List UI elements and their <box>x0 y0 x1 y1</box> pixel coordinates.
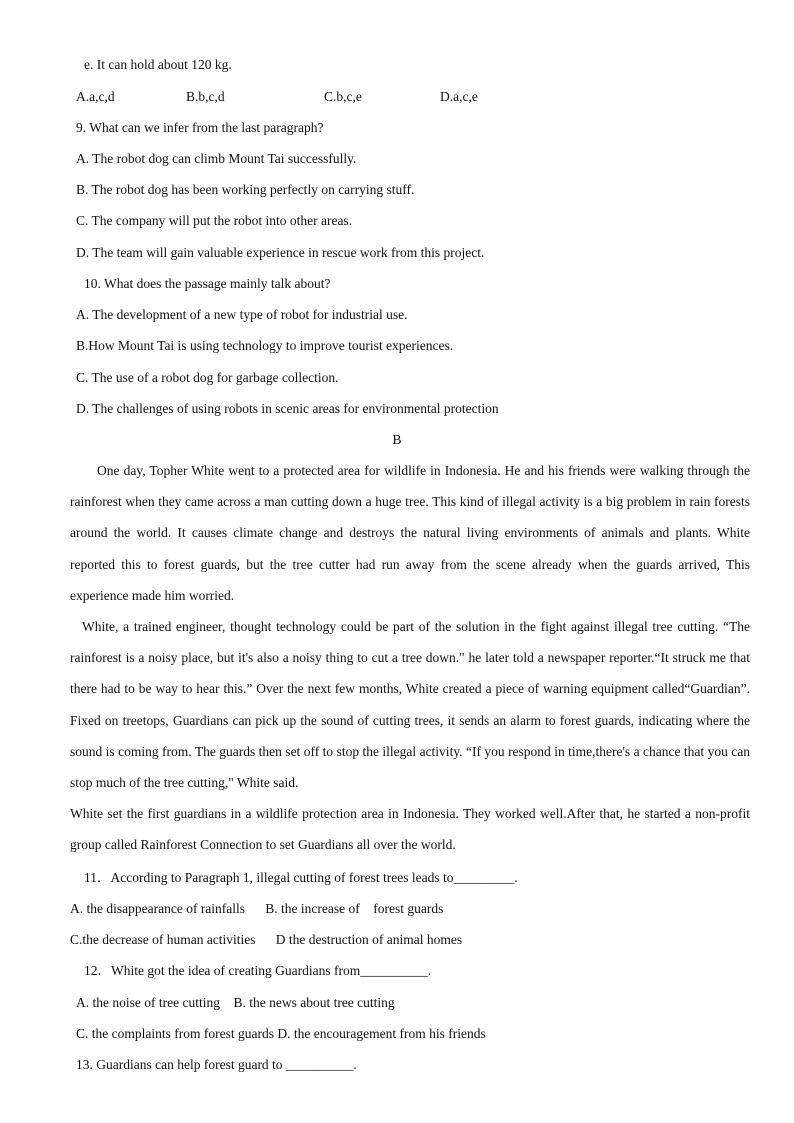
q9-option-d: D. The team will gain valuable experience in rescue work from this project. <box>76 245 485 260</box>
q10-option-d: D. The challenges of using robots in scenic areas for environmental protection <box>76 401 499 416</box>
q10-option-a: A. The development of a new type of robot for industrial use. <box>76 307 408 322</box>
q13-question: 13. Guardians can help forest guard to __________. <box>76 1057 357 1072</box>
q10-question: 10. What does the passage mainly talk about? <box>84 276 331 291</box>
section-b-heading: B <box>392 432 402 447</box>
q8-answer-c: C.b,c,e <box>324 89 362 104</box>
q12-options-row-1: A. the noise of tree cutting B. the news about tree cutting <box>76 995 395 1010</box>
q8-answer-b: B.b,c,d <box>186 89 225 104</box>
q9-option-b: B. The robot dog has been working perfectly on carrying stuff. <box>76 182 415 197</box>
q9-option-a: A. The robot dog can climb Mount Tai successfully. <box>76 151 357 166</box>
q11-options-row-2: C.the decrease of human activities D the destruction of animal homes <box>70 932 463 947</box>
q9-option-c: C. The company will put the robot into other areas. <box>76 213 353 228</box>
passage-paragraph-1: One day, Topher White went to a protected area for wildlife in Indonesia. He and his friends were walking through the rainforest when they came across a man cutting down a huge tree. This kind of illegal activity is a big problem in rain forests around the world. It causes climate change and destroys the natural living environments of animals and plants. White reported this to forest guards, but the tree cutter had run away from the scene already when the guards arrived, This experience made him worried. <box>70 463 750 603</box>
q10-option-c: C. The use of a robot dog for garbage collection. <box>76 370 339 385</box>
passage-paragraph-3: White set the first guardians in a wildlife protection area in Indonesia. They worked well.After that, he started a non-profit group called Rainforest Connection to set Guardians all over the world. <box>70 806 750 853</box>
q11-question: 11．According to Paragraph 1, illegal cutting of forest trees leads to_________. <box>84 870 518 885</box>
q8-answer-d: D.a,c,e <box>440 89 478 104</box>
q11-options-row-1: A. the disappearance of rainfalls B. the increase of forest guards <box>70 901 444 916</box>
q8-option-e: e. It can hold about 120 kg. <box>84 57 232 72</box>
q8-answer-row <box>0 89 794 185</box>
q10-option-b: B.How Mount Tai is using technology to improve tourist experiences. <box>76 338 454 353</box>
q8-answer-a: A.a,c,d <box>76 89 115 104</box>
q12-options-row-2: C. the complaints from forest guards D. the encouragement from his friends <box>76 1026 486 1041</box>
q12-question: 12．White got the idea of creating Guardians from__________. <box>84 963 432 978</box>
passage-paragraph-2: White, a trained engineer, thought technology could be part of the solution in the fight against illegal tree cutting. “The rainforest is a noisy place, but it's also a noisy thing to cut a tree down." he later told a newspaper reporter.“It struck me that there had to be way to hear this.” Over the next few months, White created a piece of warning equipment called“Guardian”. Fixed on treetops, Guardians can pick up the sound of cutting trees, it sends an alarm to forest guards, indicating where the sound is coming from. The guards then set off to stop the illegal activity. “If you respond in time,there's a chance that you can stop much of the tree cutting," White said. <box>70 619 750 791</box>
q9-question: 9. What can we infer from the last paragraph? <box>76 120 324 135</box>
